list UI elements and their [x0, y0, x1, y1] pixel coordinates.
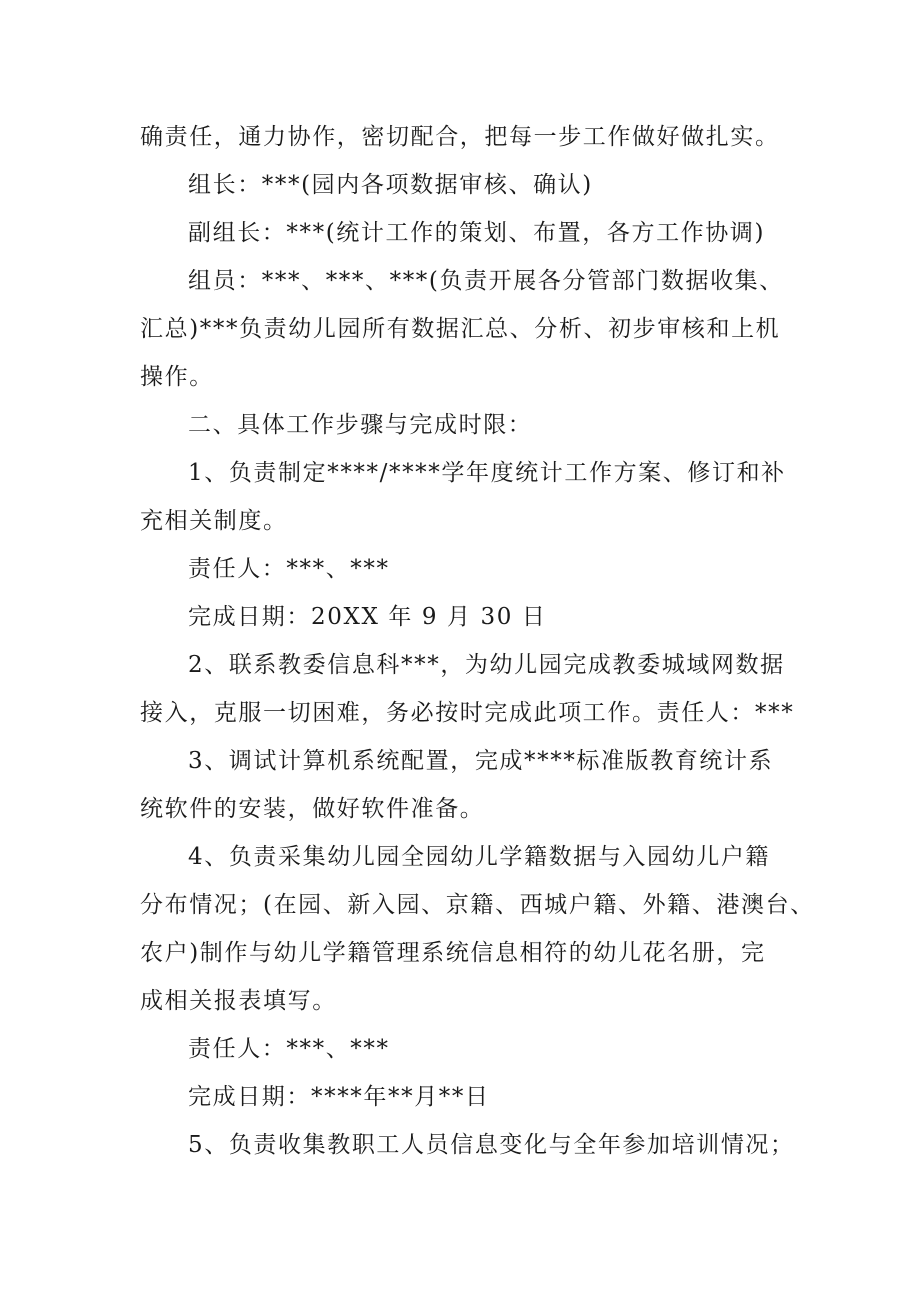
text-line: 组员：***、***、***(负责开展各分管部门数据收集、	[188, 268, 784, 294]
text-line: 完成日期：20XX 年 9 月 30 日	[188, 604, 547, 630]
text-line: 责任人：***、***	[188, 1036, 390, 1062]
text-line: 5、负责收集教职工人员信息变化与全年参加培训情况；	[188, 1132, 795, 1158]
text-line: 成相关报表填写。	[140, 988, 337, 1014]
document-body	[140, 113, 815, 1169]
text-line: 汇总)***负责幼儿园所有数据汇总、分析、初步审核和上机	[140, 316, 781, 342]
text-line: 操作。	[140, 364, 214, 390]
text-line: 2、联系教委信息科***，为幼儿园完成教委城域网数据	[188, 652, 785, 678]
section-heading: 二、具体工作步骤与完成时限：	[188, 412, 533, 438]
text-line: 1、负责制定****/****学年度统计工作方案、修订和补	[188, 460, 786, 486]
text-line: 分布情况；(在园、新入园、京籍、西城户籍、外籍、港澳台、	[140, 892, 815, 918]
text-line: 统软件的安装，做好软件准备。	[140, 796, 485, 822]
text-line: 确责任，通力协作，密切配合，把每一步工作做好做扎实。	[140, 124, 780, 150]
text-line: 组长：***(园内各项数据审核、确认)	[188, 172, 593, 198]
text-line: 完成日期：****年**月**日	[188, 1084, 490, 1110]
text-line: 3、调试计算机系统配置，完成****标准版教育统计系	[188, 748, 774, 774]
text-line: 农户)制作与幼儿学籍管理系统信息相符的幼儿花名册，完	[140, 940, 766, 966]
text-line: 责任人：***、***	[188, 556, 390, 582]
text-line: 4、负责采集幼儿园全园幼儿学籍数据与入园幼儿户籍	[188, 844, 771, 870]
text-line: 接入，克服一切困难，务必按时完成此项工作。责任人：***	[140, 700, 795, 726]
text-line: 充相关制度。	[140, 508, 288, 534]
text-line: 副组长：***(统计工作的策划、布置，各方工作协调)	[188, 220, 766, 246]
